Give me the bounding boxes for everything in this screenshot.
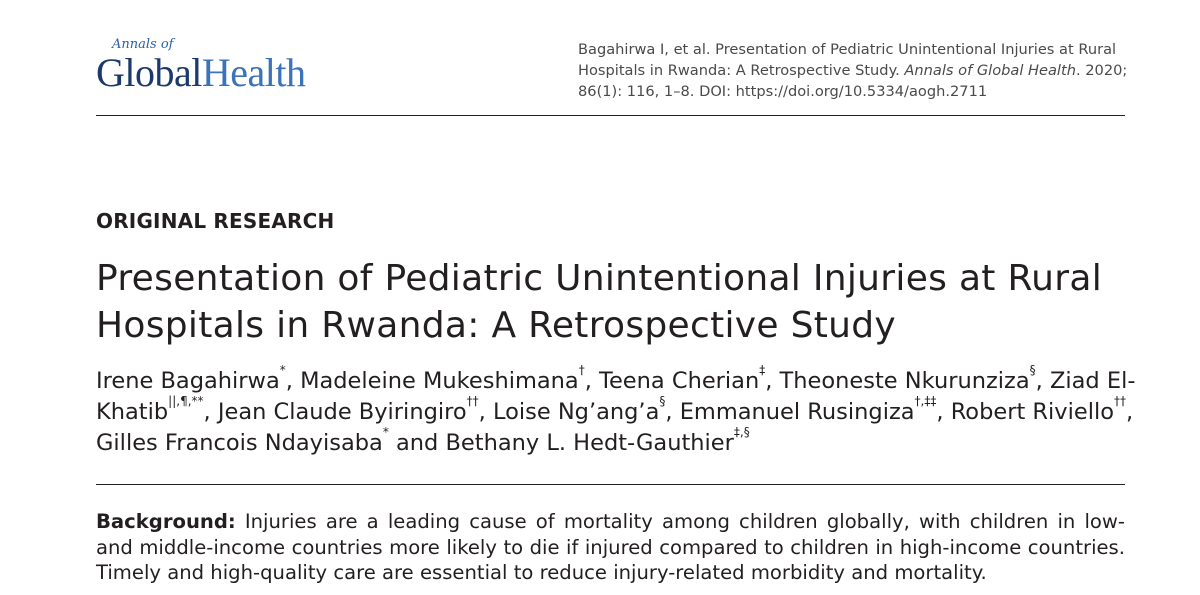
logo-wordmark <box>96 52 306 94</box>
logo-health: Health <box>201 50 306 95</box>
author-separator: , <box>1126 399 1134 425</box>
author-name: Theoneste Nkurunziza <box>779 368 1030 394</box>
author-name: Madeleine Mukeshimana <box>300 368 579 394</box>
author-separator: , <box>584 368 600 394</box>
abstract-background-label: Background: <box>96 510 236 533</box>
author-name: Irene Bagahirwa <box>96 368 280 394</box>
author-separator: , <box>478 399 493 425</box>
author-name: Loise Ng’ang’a <box>492 399 660 425</box>
article-title: Presentation of Pediatric Unintentional Injuries at Rural Hospitals in Rwanda: A Retrospective Study <box>96 258 1103 346</box>
author-separator: , <box>765 368 780 394</box>
author-separator: , <box>936 399 951 425</box>
author-affiliation-mark: †,‡‡ <box>914 394 937 408</box>
logo-annals-of: Annals of <box>112 37 174 52</box>
author-affiliation-mark: †† <box>466 394 479 408</box>
citation-journal: Annals of Global Health <box>904 62 1076 79</box>
author-name: Teena Cherian <box>599 368 760 394</box>
authors-divider <box>96 484 1125 485</box>
author-name: Robert Riviello <box>950 399 1114 425</box>
journal-logo <box>96 38 306 94</box>
author-list <box>96 363 1136 459</box>
author-name: Emmanuel Rusingiza <box>679 399 915 425</box>
author-affiliation-mark: § <box>659 394 666 408</box>
author-separator: and <box>388 430 446 456</box>
author-affiliation-mark: † <box>578 363 585 377</box>
author-separator: , <box>285 368 301 394</box>
author-separator: , <box>203 399 218 425</box>
abstract <box>96 509 1125 586</box>
author-affiliation-mark: § <box>1029 363 1036 377</box>
citation-block <box>578 39 1138 102</box>
section-label: ORIGINAL RESEARCH <box>96 209 335 233</box>
author-affiliation-mark: * <box>382 425 389 439</box>
author-separator: , <box>1035 368 1050 394</box>
author-separator: , <box>665 399 680 425</box>
author-affiliation-mark: ||,¶,** <box>168 394 204 408</box>
citation-authors-title: Bagahirwa I, et al. Presentation of Pediatric Unintentional Injuries at Rural Hospitals in Rwanda: A Retrospective Study. <box>578 41 1117 79</box>
author-name: Gilles Francois Ndayisaba <box>96 430 383 456</box>
logo-global: Global <box>96 50 202 95</box>
author-name: Bethany L. Hedt-Gauthier <box>445 430 734 456</box>
header-divider <box>96 115 1125 116</box>
author-affiliation-mark: ‡ <box>759 363 766 377</box>
author-affiliation-mark: ‡,§ <box>733 425 750 439</box>
author-name: Ziad El-Khatib <box>96 368 1136 425</box>
author-affiliation-mark: * <box>279 363 286 377</box>
author-affiliation-mark: †† <box>1114 394 1126 408</box>
author-name: Jean Claude Byiringiro <box>217 399 467 425</box>
citation-details: . 2020; 86(1): 116, 1–8. DOI: https://doi.org/10.5334/aogh.2711 <box>578 62 1128 100</box>
abstract-background-text: Injuries are a leading cause of mortality among children globally, with children in low- and middle-income countries more likely to die if injured compared to children in high-income countries. Timely and high-quality care are essential to reduce injury-related morbidity and mortality. <box>96 510 1125 584</box>
